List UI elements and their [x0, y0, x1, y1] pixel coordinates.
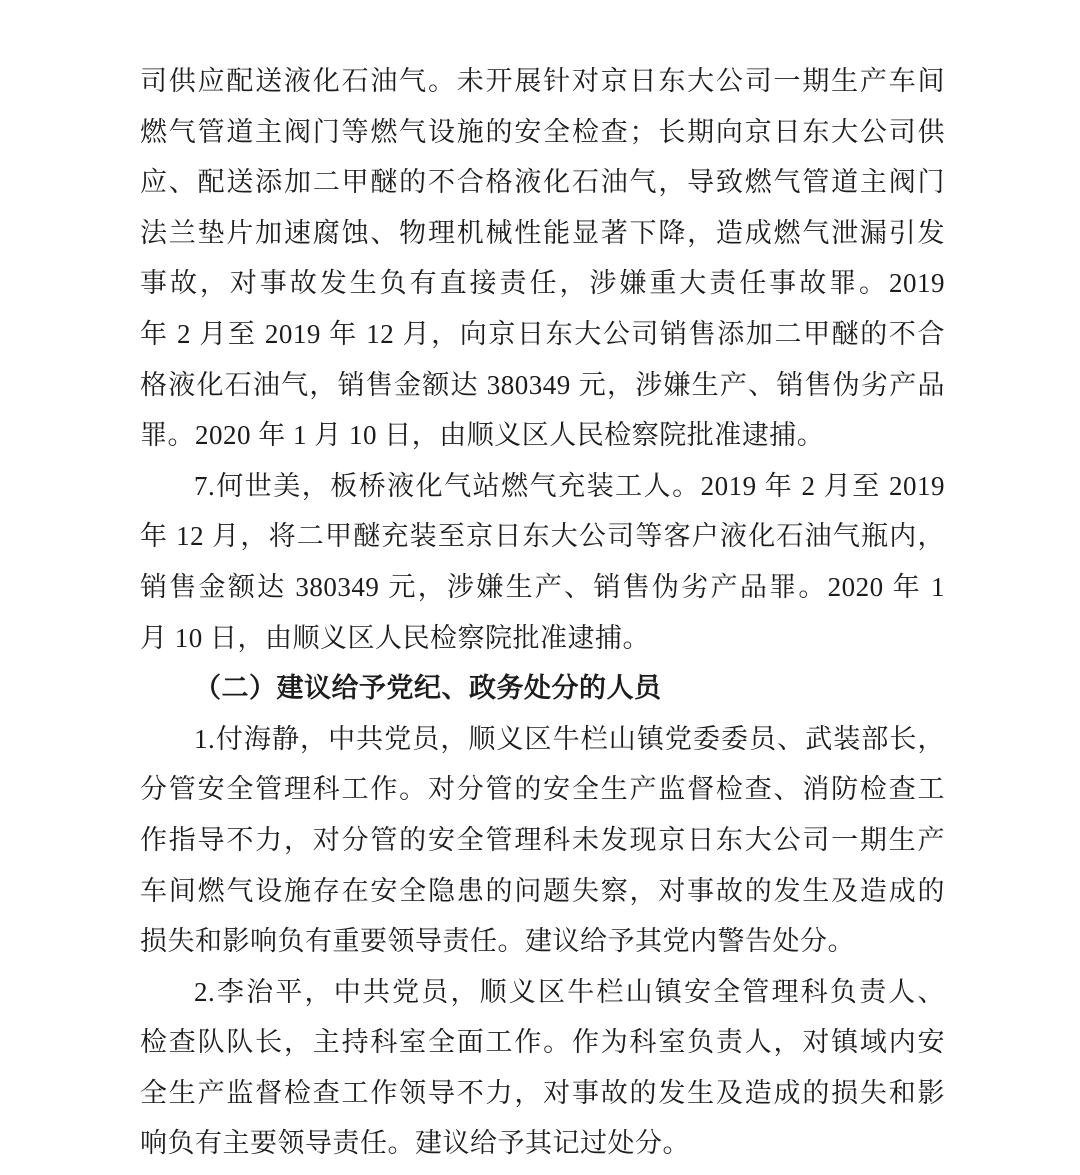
document-line: 年 12 月，将二甲醚充装至京日东大公司等客户液化石油气瓶内，: [140, 521, 945, 552]
document-line: 1.付海静，中共党员，顺义区牛栏山镇党委委员、武装部长，: [194, 723, 945, 754]
document-line: 损失和影响负有重要领导责任。建议给予其党内警告处分。: [140, 926, 855, 957]
document-line: 车间燃气设施存在安全隐患的问题失察，对事故的发生及造成的: [140, 875, 945, 906]
document-line: 分管安全管理科工作。对分管的安全生产监督检查、消防检查工: [140, 774, 945, 805]
document-line: 法兰垫片加速腐蚀、物理机械性能显著下降，造成燃气泄漏引发: [140, 217, 945, 248]
document-line: 事故，对事故发生负有直接责任，涉嫌重大责任事故罪。2019: [140, 268, 945, 299]
document-line: 检查队队长，主持科室全面工作。作为科室负责人，对镇域内安: [140, 1027, 945, 1058]
document-line: 应、配送添加二甲醚的不合格液化石油气，导致燃气管道主阀门: [140, 167, 945, 198]
document-line: 月 10 日，由顺义区人民检察院批准逮捕。: [140, 622, 650, 653]
document-line: 7.何世美，板桥液化气站燃气充装工人。2019 年 2 月至 2019: [194, 470, 945, 501]
document-line: 格液化石油气，销售金额达 380349 元，涉嫌生产、销售伪劣产品: [140, 369, 945, 400]
document-line: 年 2 月至 2019 年 12 月，向京日东大公司销售添加二甲醚的不合: [140, 318, 945, 349]
document-line: 罪。2020 年 1 月 10 日，由顺义区人民检察院批准逮捕。: [140, 420, 825, 451]
document-line: 响负有主要领导责任。建议给予其记过处分。: [140, 1128, 690, 1159]
document-line: 作指导不力，对分管的安全管理科未发现京日东大公司一期生产: [140, 824, 945, 855]
document-line: 销售金额达 380349 元，涉嫌生产、销售伪劣产品罪。2020 年 1: [140, 571, 945, 602]
document-line: 全生产监督检查工作领导不力，对事故的发生及造成的损失和影: [140, 1077, 945, 1108]
document-line: 2.李治平，中共党员，顺义区牛栏山镇安全管理科负责人、: [194, 976, 945, 1007]
section-heading: （二）建议给予党纪、政务处分的人员: [194, 673, 662, 704]
document-body: [140, 56, 945, 1169]
document-line: 燃气管道主阀门等燃气设施的安全检查；长期向京日东大公司供: [140, 116, 945, 147]
document-line: 司供应配送液化石油气。未开展针对京日东大公司一期生产车间: [140, 66, 945, 96]
